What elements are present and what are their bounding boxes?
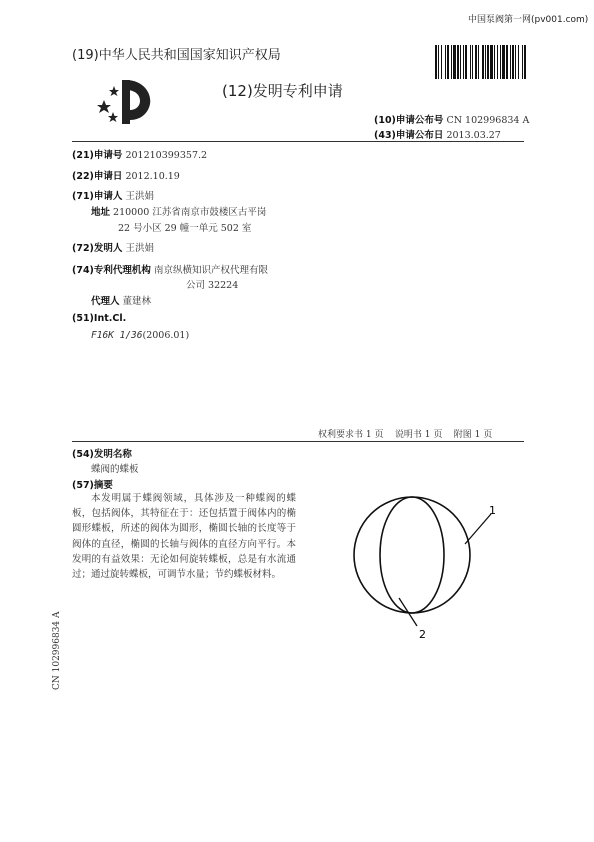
barcode-bar (453, 45, 456, 79)
barcode-bar (457, 45, 459, 79)
barcode-bar (441, 45, 442, 79)
inventor-row (72, 240, 154, 254)
barcode-bar (506, 45, 508, 79)
pub-number-code: (10) (374, 115, 396, 126)
barcode-bar (494, 45, 495, 79)
barcode-bar (490, 45, 493, 79)
agency-code: (74) (72, 265, 94, 276)
title-code: (54) (72, 449, 94, 460)
barcode-bar (475, 45, 477, 79)
app-no-code: (21) (72, 150, 94, 161)
leader-line-1 (465, 514, 491, 544)
title-label: 发明名称 (93, 449, 132, 460)
int-cl-version: (2006.01) (142, 330, 190, 341)
elliptical-disc (380, 497, 444, 613)
agency-line-1: 南京纵横知识产权代理有限 (153, 265, 268, 276)
barcode-bar (465, 45, 467, 79)
site-watermark: 中国泵阀第一网(pv001.com) (468, 15, 589, 25)
applicant-label: 申请人 (93, 191, 123, 202)
doc-type-code: (12) (222, 82, 253, 100)
agency-row (72, 262, 268, 276)
pages-summary: 权利要求书 1 页 说明书 1 页 附图 1 页 (318, 430, 493, 440)
barcode-bar (470, 45, 471, 79)
header-divider (72, 141, 524, 142)
sipo-logo-icon (96, 76, 156, 128)
invention-title-heading (72, 446, 132, 460)
document-type (222, 80, 343, 101)
int-cl-class-row (91, 330, 189, 341)
doc-type-text: 发明专利申请 (252, 82, 343, 100)
address-row (91, 204, 266, 218)
pub-date-code: (43) (374, 130, 396, 141)
inventor-code: (72) (72, 243, 94, 254)
abstract-code: (57) (72, 480, 94, 491)
barcode-bar (515, 45, 516, 79)
int-cl-class: F16K 1/36 (91, 330, 143, 341)
publication-number-row (374, 112, 529, 126)
address-line-1: 210000 江苏省南京市鼓楼区古平岗 (113, 207, 267, 218)
barcode-bar (472, 45, 473, 79)
figure-label-2: 2 (419, 628, 426, 641)
inventor-value: 王洪娟 (125, 243, 154, 254)
app-no-value: 201210399357.2 (125, 150, 208, 161)
application-date-row (72, 168, 180, 182)
pub-number-label: 申请公布号 (395, 115, 444, 126)
app-date-code: (22) (72, 171, 94, 182)
barcode-bar (445, 45, 446, 79)
int-cl-label: Int.Cl. (93, 313, 127, 324)
applicant-row (72, 188, 154, 202)
barcode-bar (518, 45, 519, 79)
abstract-label: 摘要 (93, 480, 113, 491)
abstract-text: 本发明属于蝶阀领域，具体涉及一种蝶阀的蝶板，包括阀体，其特征在于：还包括置于阀体内的椭圆形蝶板，所述的阀体为圆形，椭圆长轴的长度等于阀体的直径，椭圆的长轴与阀体的直径方向平行。本发明的有益效果：无论如何旋转蝶板，总是有水流通过；通过旋转蝶板，可调节水量；节约蝶板材料。 (72, 493, 296, 581)
abstract-heading (72, 477, 113, 491)
barcode-bar (522, 45, 523, 79)
address-line-2: 22 号小区 29 幢一单元 502 室 (118, 223, 252, 234)
barcode-bar (482, 45, 484, 79)
figure-label-1: 1 (489, 504, 496, 517)
address-label: 地址 (91, 207, 111, 218)
barcode-bar (485, 45, 486, 79)
side-publication-number: CN 102996834 A (52, 611, 62, 690)
applicant-value: 王洪娟 (125, 191, 154, 202)
barcode-bar (478, 45, 479, 79)
pub-number-value: CN 102996834 A (446, 115, 530, 126)
barcode-bar (447, 45, 449, 79)
int-cl-code: (51) (72, 313, 94, 324)
valve-disc-figure (325, 492, 505, 652)
pub-date-value: 2013.03.27 (446, 130, 501, 141)
barcode-bar (435, 45, 437, 79)
agent-row (91, 293, 151, 307)
app-date-label: 申请日 (93, 171, 123, 182)
barcode-bar (524, 45, 526, 79)
barcode-bar (438, 45, 439, 79)
barcode-bar (460, 45, 461, 79)
agency-label: 专利代理机构 (93, 265, 151, 276)
valve-body-circle (354, 497, 470, 613)
barcode-bar (463, 45, 464, 79)
pub-date-label: 申请公布日 (395, 130, 444, 141)
application-number-row (72, 147, 207, 161)
inventor-label: 发明人 (93, 243, 123, 254)
agent-value: 董建林 (122, 296, 152, 307)
app-date-value: 2012.10.19 (125, 171, 180, 182)
office-name: 中华人民共和国国家知识产权局 (98, 48, 281, 63)
invention-title: 蝶阀的蝶板 (91, 464, 139, 475)
barcode-bar (512, 45, 514, 79)
barcode (435, 45, 527, 79)
barcode-bar (502, 45, 505, 79)
int-cl-row (72, 313, 126, 324)
barcode-bar (510, 45, 511, 79)
barcode-bar (500, 45, 501, 79)
barcode-bar (487, 45, 489, 79)
app-no-label: 申请号 (93, 150, 123, 161)
barcode-bar (497, 45, 498, 79)
agent-label: 代理人 (91, 296, 120, 307)
publication-date-row (374, 127, 501, 141)
summary-divider (72, 441, 524, 442)
office-code: (19) (72, 48, 99, 63)
agency-line-2: 公司 32224 (186, 280, 239, 291)
office-header (72, 44, 281, 63)
barcode-bar (451, 45, 452, 79)
applicant-code: (71) (72, 191, 94, 202)
